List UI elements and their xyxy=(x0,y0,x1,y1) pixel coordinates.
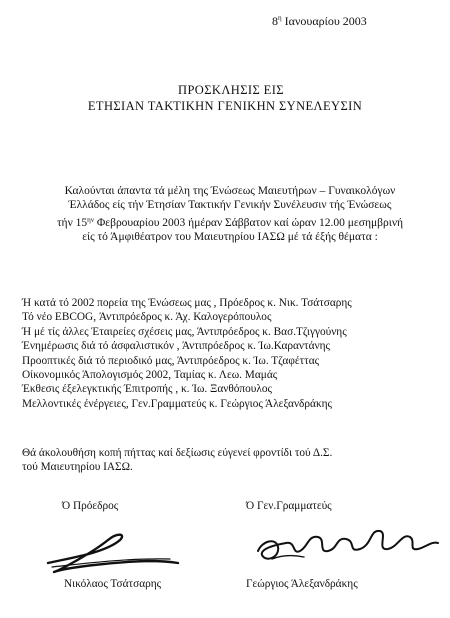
president-title: Ό Πρόεδρος xyxy=(62,500,119,512)
closing-paragraph xyxy=(22,446,332,475)
agenda-item: Έκθεσις έξελεγκτικής Έπιτροπής , κ. Ίω. Ξανθόπουλος xyxy=(22,383,272,396)
secretary-name: Γεώργιος Άλεξανδράκης xyxy=(246,578,358,590)
secretary-title: Ό Γεν.Γραμματεύς xyxy=(246,500,332,512)
intro-line-3-post: Φεβρουαρίου 2003 ήμέραν Σάββατον καί ώραν 12.00 μεσημβρινή xyxy=(93,216,404,229)
intro-line-3-sup: ην xyxy=(87,215,94,224)
agenda-item: Ένημέρωσις διά τό άσφαλιστικόν , Άντιπρόεδρος κ. Ίω.Καραντάνης xyxy=(22,340,330,353)
closing-line-1: Θά άκολουθήση κοπή πήττας καί δεξίωσις εύγενεί φροντίδι τού Δ.Σ. xyxy=(22,447,333,459)
agenda-item: Προοπτικές διά τό περιοδικό μας, Άντιπρόεδρος κ. Ίω. Τζαφέττας xyxy=(22,354,320,367)
agenda-item: Τό νέο EBCOG, Άντιπρόεδρος κ. Άχ. Καλογερόπουλος xyxy=(22,311,272,324)
letter-date xyxy=(272,14,367,29)
agenda-item: Ή κατά τό 2002 πορεία της Ένώσεως μας , Πρόεδρος κ. Νικ. Τσάτσαρης xyxy=(22,297,352,309)
intro-line-2: Έλλάδος είς τήν Έτησίαν Τακτικήν Γενικήν Συνέλευσιν τής Ένώσεως xyxy=(68,199,392,212)
date-month-year: Ιανουαρίου 2003 xyxy=(281,14,367,28)
intro-line-3 xyxy=(20,213,440,230)
intro-line-1: Καλούνται άπαντα τά μέλη της Ένώσεως Μαιευτήρων – Γυναικολόγων xyxy=(64,185,396,197)
agenda-item: Οίκονομικός Άπολογισμός 2002, Ταμίας κ. Λεω. Μαμάς xyxy=(22,369,278,382)
president-signature xyxy=(30,518,180,578)
agenda-list xyxy=(22,296,442,411)
heading-line-2: ΕΤΗΣΙΑΝ ΤΑΚΤΙΚΗΝ ΓΕΝΙΚΗΝ ΣΥΝΕΛΕΥΣΙΝ xyxy=(87,99,363,113)
secretary-signature xyxy=(252,515,442,575)
invitation-heading xyxy=(0,82,450,114)
invitation-paragraph xyxy=(20,184,440,245)
closing-line-2: τού Μαιευτηρίου ΙΑΣΩ. xyxy=(22,461,133,474)
date-day: 8 xyxy=(272,14,278,28)
heading-line-1: ΠΡΟΣΚΛΗΣΙΣ ΕΙΣ xyxy=(178,83,284,97)
intro-line-4: είς τό Άμφιθέατρον του Μαιευτηρίου ΙΑΣΩ μέ τά έξής θέματα : xyxy=(82,231,378,244)
agenda-item: Μελλοντικές ένέργειες, Γεν.Γραμματεύς κ. Γεώργιος Άλεξανδράκης xyxy=(22,397,333,410)
agenda-item: Ή μέ τίς άλλες Έταιρείες σχέσεις μας, Άντιπρόεδρος κ. Βασ.Τζιγγούνης xyxy=(22,325,347,338)
intro-line-3-pre: τήν 15 xyxy=(56,216,88,229)
president-name: Νικόλαος Τσάτσαρης xyxy=(64,578,162,590)
date-day-suffix: η xyxy=(278,14,282,22)
